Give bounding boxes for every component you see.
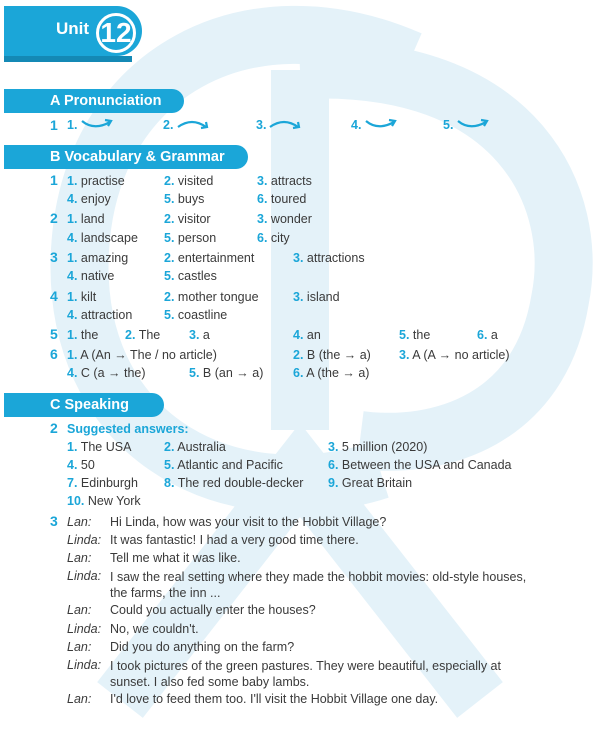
answer-text: person (177, 231, 217, 245)
answer-item (67, 290, 96, 305)
question-number: 4 (50, 288, 58, 304)
answer-item (293, 290, 340, 305)
answer-item (67, 476, 138, 491)
answer-text: A (An → The / no article) (80, 348, 217, 362)
answer-text: attracts (270, 174, 312, 188)
item-number: 1. (67, 212, 78, 226)
speaker-name: Linda: (67, 622, 102, 636)
answer-text: 50 (80, 458, 95, 472)
answer-text: wonder (270, 212, 312, 226)
item-number: 4. (67, 192, 78, 206)
answer-item (189, 328, 210, 343)
answer-item (399, 348, 510, 363)
answer-item (67, 192, 111, 207)
answer-text: land (80, 212, 105, 226)
pron-item-1 (67, 118, 77, 133)
answer-text: amazing (80, 251, 129, 265)
speaker-name: Linda: (67, 658, 102, 672)
item-number: 9. (328, 476, 339, 490)
answer-text: Edinburgh (80, 476, 138, 490)
answer-text: the (80, 328, 99, 342)
item-number: 6. (293, 366, 304, 380)
dialogue-line: I'd love to feed them too. I'll visit the Hobbit Village one day. (110, 692, 439, 706)
answer-text: landscape (80, 231, 138, 245)
pron-item-3 (256, 118, 266, 133)
question-number: 5 (50, 326, 58, 342)
answer-text: an (306, 328, 321, 342)
section-c-title: C Speaking (4, 393, 164, 417)
answer-text: C (a → the) (80, 366, 146, 380)
item-number: 5. (164, 231, 175, 245)
item-number: 3. (293, 290, 304, 304)
answer-text: city (270, 231, 290, 245)
item-number: 3. (257, 174, 268, 188)
answer-item (164, 192, 204, 207)
speaker-name: Lan: (67, 640, 92, 654)
answer-text: island (306, 290, 340, 304)
answer-text: Between the USA and Canada (341, 458, 512, 472)
item-number: 4. (67, 231, 78, 245)
answer-text: kilt (80, 290, 97, 304)
item-number: 3. (293, 251, 304, 265)
answer-item (293, 328, 321, 343)
dialogue-line: Hi Linda, how was your visit to the Hobbit Village? (110, 515, 387, 529)
answer-item (293, 348, 371, 363)
answer-text: coastline (177, 308, 228, 322)
suggested-answers-heading: Suggested answers: (67, 422, 189, 436)
item-number: 1. (67, 348, 78, 362)
answer-item (328, 476, 412, 491)
question-number: 1 (50, 117, 58, 133)
item-number: 2. (164, 290, 175, 304)
answer-text: mother tongue (177, 290, 259, 304)
item-number: 1. (67, 251, 78, 265)
answer-item (328, 458, 512, 473)
answer-text: A (the → a) (306, 366, 370, 380)
question-number: 3 (50, 249, 58, 265)
question-number: 1 (50, 172, 58, 188)
item-number: 3. (328, 440, 339, 454)
answer-item (67, 494, 141, 509)
speaker-name: Lan: (67, 603, 92, 617)
item-number: 2. (164, 251, 175, 265)
answer-text: Australia (177, 440, 226, 454)
item-number: 4. (67, 458, 78, 472)
falling-rising-icon (456, 117, 490, 131)
question-number: 2 (50, 210, 58, 226)
speaker-name: Linda: (67, 533, 102, 547)
answer-item (67, 269, 114, 284)
answer-item (164, 174, 213, 189)
answer-item (67, 308, 132, 323)
answer-text: the (412, 328, 431, 342)
answer-text: a (490, 328, 498, 342)
answer-text: castles (177, 269, 217, 283)
unit-label: Unit (56, 19, 90, 38)
question-number: 6 (50, 346, 58, 362)
answer-text: B (an → a) (202, 366, 264, 380)
answer-text: attraction (80, 308, 133, 322)
item-number: 10. (67, 494, 85, 508)
pron-item-5 (443, 118, 453, 133)
answer-text: The USA (80, 440, 132, 454)
answer-item (67, 251, 128, 266)
answer-text: Atlantic and Pacific (177, 458, 283, 472)
item-number: 5. (164, 192, 175, 206)
section-b-title: B Vocabulary & Grammar (4, 145, 248, 169)
answer-item (293, 251, 365, 266)
answer-item (164, 440, 226, 455)
dialogue-line: No, we couldn't. (110, 622, 199, 636)
item-number: 3. (256, 118, 267, 132)
item-number: 4. (67, 269, 78, 283)
answer-item (257, 174, 312, 189)
speaker-name: Lan: (67, 692, 92, 706)
dialogue-line: Did you do anything on the farm? (110, 640, 295, 654)
item-number: 6. (477, 328, 488, 342)
answer-text: A (A → no article) (412, 348, 510, 362)
item-number: 2. (125, 328, 136, 342)
answer-item (164, 290, 259, 305)
answer-item (477, 328, 498, 343)
answer-text: B (the → a) (306, 348, 371, 362)
answer-item (67, 328, 98, 343)
answer-item (67, 174, 125, 189)
item-number: 6. (257, 231, 268, 245)
answer-text: enjoy (80, 192, 111, 206)
answer-text: native (80, 269, 115, 283)
dialogue-line: I saw the real setting where they made the hobbit movies: old-style houses, the farms, the inn ... (110, 570, 527, 600)
answer-item (164, 231, 216, 246)
item-number: 4. (67, 308, 78, 322)
answer-item (399, 328, 430, 343)
pron-item-4 (351, 118, 361, 133)
item-number: 4. (351, 118, 362, 132)
item-number: 1. (67, 440, 78, 454)
answer-item (257, 192, 306, 207)
answer-item (67, 440, 131, 455)
section-a-title: A Pronunciation (4, 89, 184, 113)
answer-text: visited (177, 174, 214, 188)
item-number: 3. (189, 328, 200, 342)
item-number: 1. (67, 118, 78, 132)
item-number: 3. (399, 348, 410, 362)
answer-item (164, 251, 254, 266)
answer-item (67, 231, 138, 246)
answer-item (257, 212, 312, 227)
item-number: 6. (257, 192, 268, 206)
answer-text: toured (270, 192, 307, 206)
unit-banner-shadow (4, 56, 132, 62)
item-number: 5. (164, 308, 175, 322)
answer-text: 5 million (2020) (341, 440, 428, 454)
answer-item (125, 328, 160, 343)
answer-item (67, 366, 146, 381)
item-number: 6. (328, 458, 339, 472)
answer-item (189, 366, 263, 381)
answer-text: a (202, 328, 210, 342)
item-number: 3. (257, 212, 268, 226)
speaker-name: Lan: (67, 515, 92, 529)
answer-item (164, 212, 211, 227)
speaker-name: Linda: (67, 569, 102, 583)
item-number: 5. (399, 328, 410, 342)
answer-item (67, 212, 105, 227)
item-number: 2. (164, 212, 175, 226)
item-number: 1. (67, 174, 78, 188)
answer-text: New York (87, 494, 141, 508)
item-number: 5. (164, 458, 175, 472)
question-number: 3 (50, 513, 58, 529)
item-number: 8. (164, 476, 175, 490)
dialogue-line: I took pictures of the green pastures. They were beautiful, especially at sunset. I also fed some baby lambs. (110, 659, 501, 689)
item-number: 2. (164, 174, 175, 188)
item-number: 1. (67, 290, 78, 304)
answer-item (164, 308, 227, 323)
dialogue-line: It was fantastic! I had a very good time there. (110, 533, 359, 547)
answer-item (257, 231, 290, 246)
item-number: 4. (67, 366, 78, 380)
item-number: 2. (293, 348, 304, 362)
dialogue-line: Could you actually enter the houses? (110, 603, 316, 617)
unit-number: 12 (96, 13, 136, 53)
answer-item (67, 458, 95, 473)
item-number: 4. (293, 328, 304, 342)
falling-rising-icon (364, 117, 398, 131)
item-number: 5. (164, 269, 175, 283)
answer-text: The (138, 328, 161, 342)
question-number: 2 (50, 420, 58, 436)
item-number: 5. (189, 366, 200, 380)
item-number: 2. (163, 118, 174, 132)
answer-text: visitor (177, 212, 211, 226)
rising-falling-icon (176, 117, 210, 131)
answer-text: Great Britain (341, 476, 413, 490)
item-number: 2. (164, 440, 175, 454)
answer-text: entertainment (177, 251, 255, 265)
answer-item (67, 348, 217, 363)
answer-item (164, 458, 283, 473)
speaker-name: Lan: (67, 551, 92, 565)
item-number: 7. (67, 476, 78, 490)
dialogue-line: Tell me what it was like. (110, 551, 241, 565)
falling-rising-icon (80, 117, 114, 131)
answer-text: attractions (306, 251, 365, 265)
answer-text: practise (80, 174, 125, 188)
answer-item (328, 440, 427, 455)
item-number: 5. (443, 118, 454, 132)
item-number: 1. (67, 328, 78, 342)
answer-item (164, 269, 217, 284)
answer-text: The red double-decker (177, 476, 304, 490)
answer-item (293, 366, 369, 381)
answer-item (164, 476, 303, 491)
pron-item-2 (163, 118, 173, 133)
answer-text: buys (177, 192, 205, 206)
rising-falling-icon (268, 117, 302, 131)
